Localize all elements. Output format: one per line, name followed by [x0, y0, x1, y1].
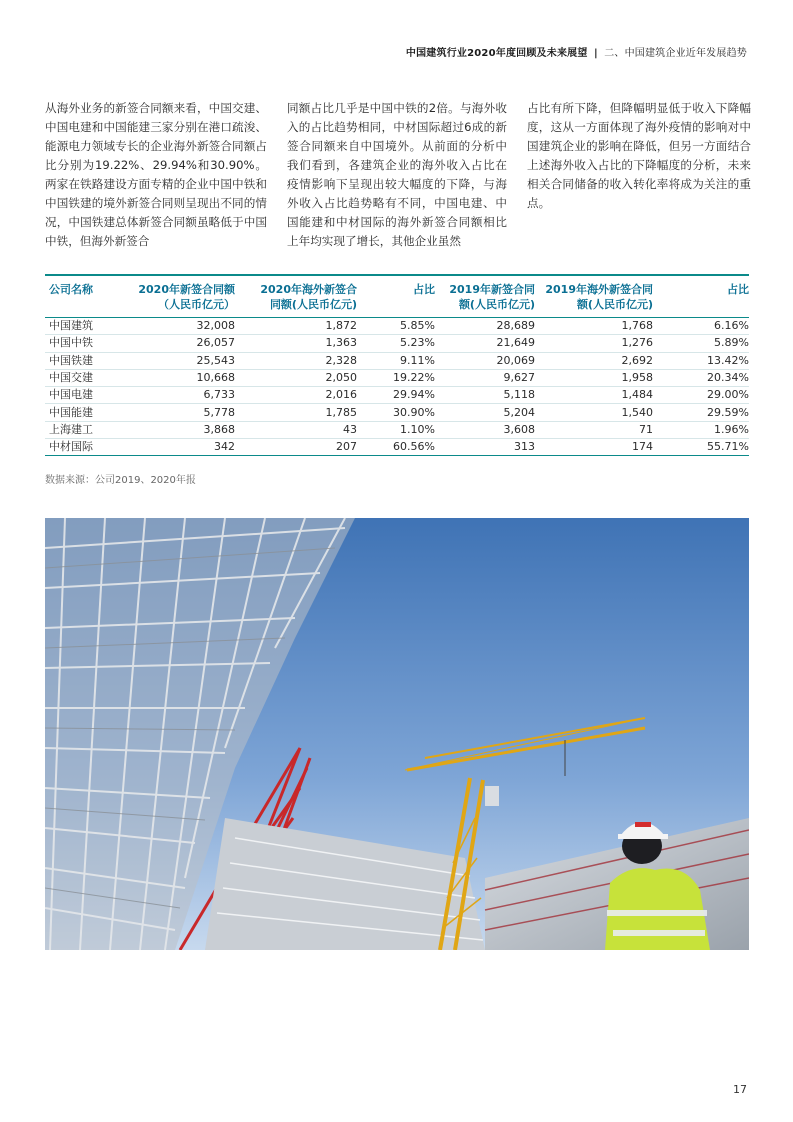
- share-2020: 5.85%: [357, 318, 435, 335]
- running-header: [406, 44, 747, 59]
- company-name: 中国能建: [45, 404, 123, 421]
- table-header-row: [45, 275, 749, 318]
- company-name: 中国电建: [45, 387, 123, 404]
- company-name: 中材国际: [45, 439, 123, 456]
- overseas-2020: 1,785: [235, 404, 357, 421]
- company-name: 中国建筑: [45, 318, 123, 335]
- table-row: [45, 387, 749, 404]
- overseas-2020: 43: [235, 421, 357, 438]
- body-text-columns: [45, 99, 751, 251]
- report-title: 中国建筑行业2020年度回顾及未来展望: [405, 48, 588, 59]
- header-share-2019: 占比: [727, 283, 749, 296]
- construction-site-photo: [45, 518, 749, 950]
- contract-value-table: [45, 274, 749, 456]
- share-2019: 5.89%: [653, 335, 749, 352]
- overseas-2020: 2,016: [235, 387, 357, 404]
- overseas-2019: 2,692: [535, 352, 653, 369]
- table-row: [45, 335, 749, 352]
- header-contract-2019: 2019年新签合同 额(人民币亿元): [449, 283, 535, 311]
- contract-2020: 32,008: [123, 318, 235, 335]
- header-separator: |: [593, 48, 598, 59]
- overseas-2019: 1,768: [535, 318, 653, 335]
- contract-2020: 3,868: [123, 421, 235, 438]
- share-2020: 1.10%: [357, 421, 435, 438]
- construction-illustration: [45, 518, 749, 950]
- contract-2019: 5,204: [435, 404, 535, 421]
- overseas-2020: 1,363: [235, 335, 357, 352]
- share-2019: 6.16%: [653, 318, 749, 335]
- share-2020: 60.56%: [357, 439, 435, 456]
- share-2019: 55.71%: [653, 439, 749, 456]
- share-2019: 29.00%: [653, 387, 749, 404]
- body-column-1: 从海外业务的新签合同额来看，中国交建、中国电建和中国能建三家分别在港口疏浚、能源电力领域专长的企业海外新签合同额占比分别为19.22%、29.94%和30.90%。两家在铁路建设方面专精的企业中国中铁和中国铁建的境外新签合同则呈现出不同的情况，中国铁建总体新签合同额虽略低于中国中铁，但海外新签合: [45, 101, 267, 248]
- table-row: [45, 439, 749, 456]
- share-2019: 13.42%: [653, 352, 749, 369]
- contract-2019: 9,627: [435, 369, 535, 386]
- contract-2020: 5,778: [123, 404, 235, 421]
- page-number: 17: [733, 1083, 747, 1096]
- contract-2019: 3,608: [435, 421, 535, 438]
- header-contract-2020: 2020年新签合同额 （人民币亿元）: [138, 283, 235, 311]
- table-row: [45, 369, 749, 386]
- contract-2020: 342: [123, 439, 235, 456]
- contract-2019: 313: [435, 439, 535, 456]
- share-2019: 1.96%: [653, 421, 749, 438]
- table-row: [45, 404, 749, 421]
- overseas-2020: 1,872: [235, 318, 357, 335]
- body-column-3: 占比有所下降，但降幅明显低于收入下降幅度，这从一方面体现了海外疫情的影响对中国建筑企业的影响在降低，但另一方面结合上述海外收入占比的下降幅度的分析，未来相关合同储备的收入转化率将成为关注的重点。: [527, 101, 751, 210]
- header-share-2020: 占比: [413, 283, 435, 296]
- overseas-2019: 174: [535, 439, 653, 456]
- table-row: [45, 421, 749, 438]
- overseas-2019: 1,958: [535, 369, 653, 386]
- company-name: 中国中铁: [45, 335, 123, 352]
- contract-2019: 20,069: [435, 352, 535, 369]
- header-company: 公司名称: [49, 283, 93, 296]
- body-column-2: 同额占比几乎是中国中铁的2倍。与海外收入的占比趋势相同，中材国际超过6成的新签合同额来自中国境外。从前面的分析中我们看到，各建筑企业的海外收入占比在疫情影响下呈现出较大幅度的下降，与海外收入占比趋势略有不同，中国电建、中国能建和中材国际的海外新签合同额相比上年均实现了增长，其他企业虽然: [287, 101, 507, 248]
- contract-2019: 28,689: [435, 318, 535, 335]
- header-overseas-2019: 2019年海外新签合同 额(人民币亿元): [545, 283, 653, 311]
- share-2019: 29.59%: [653, 404, 749, 421]
- table-row: [45, 318, 749, 335]
- section-title: 二、中国建筑企业近年发展趋势: [604, 48, 747, 59]
- contract-2020: 6,733: [123, 387, 235, 404]
- data-source-note: 数据来源：公司2019、2020年报: [45, 475, 196, 486]
- share-2020: 19.22%: [357, 369, 435, 386]
- share-2020: 29.94%: [357, 387, 435, 404]
- contract-2020: 10,668: [123, 369, 235, 386]
- share-2020: 9.11%: [357, 352, 435, 369]
- share-2020: 30.90%: [357, 404, 435, 421]
- overseas-2019: 1,276: [535, 335, 653, 352]
- overseas-2020: 2,328: [235, 352, 357, 369]
- overseas-2019: 1,540: [535, 404, 653, 421]
- share-2019: 20.34%: [653, 369, 749, 386]
- share-2020: 5.23%: [357, 335, 435, 352]
- contract-2019: 21,649: [435, 335, 535, 352]
- crane-cab: [485, 786, 499, 806]
- company-name: 上海建工: [45, 421, 123, 438]
- header-overseas-2020: 2020年海外新签合 同额(人民币亿元): [260, 283, 357, 311]
- company-name: 中国交建: [45, 369, 123, 386]
- contract-2020: 25,543: [123, 352, 235, 369]
- contract-2019: 5,118: [435, 387, 535, 404]
- contract-2020: 26,057: [123, 335, 235, 352]
- overseas-2019: 1,484: [535, 387, 653, 404]
- table-row: [45, 352, 749, 369]
- overseas-2020: 207: [235, 439, 357, 456]
- company-name: 中国铁建: [45, 352, 123, 369]
- overseas-2019: 71: [535, 421, 653, 438]
- overseas-2020: 2,050: [235, 369, 357, 386]
